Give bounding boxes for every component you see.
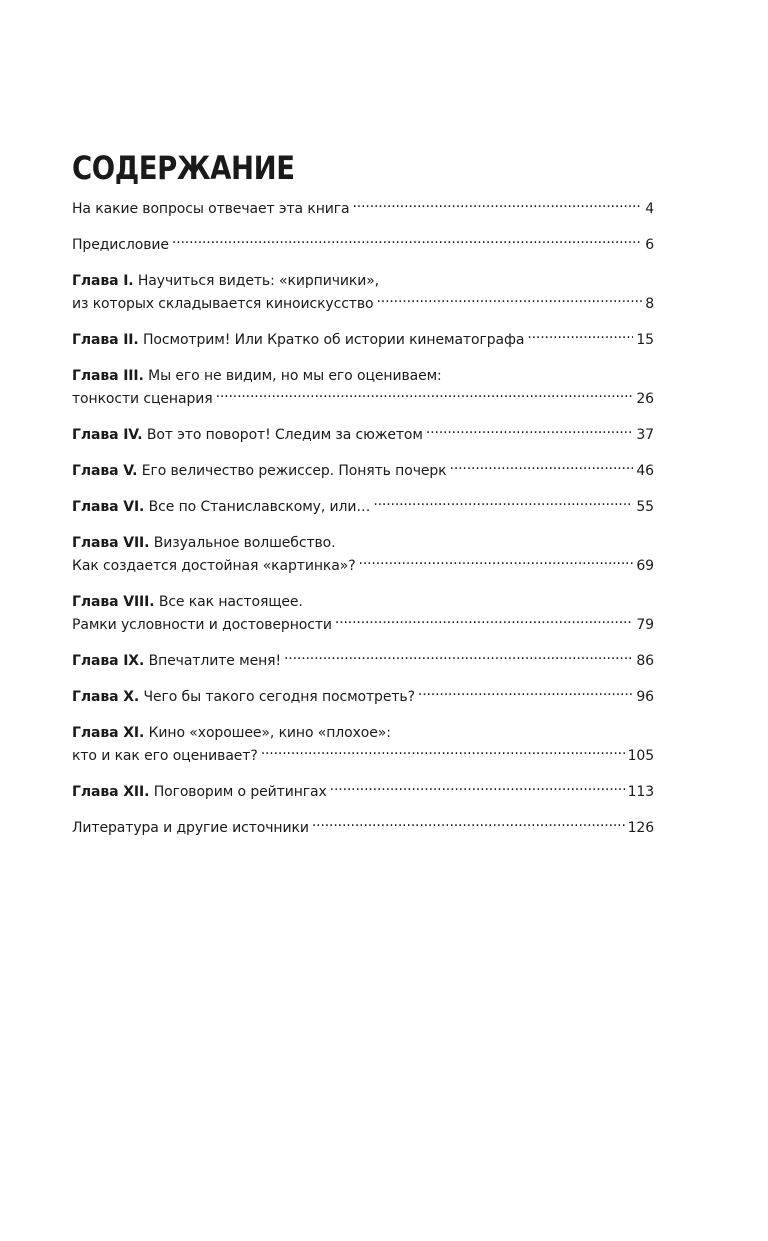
toc-entry[interactable]: [72, 817, 654, 840]
toc-entry[interactable]: [72, 650, 654, 673]
page-number: 79: [636, 617, 654, 633]
toc-entry[interactable]: [72, 329, 654, 352]
toc-entry-title-line2: кто и как его оценивает?: [72, 748, 258, 764]
chapter-label: Глава III.: [72, 368, 144, 384]
chapter-label: Глава IX.: [72, 653, 145, 669]
page-number: 69: [636, 558, 654, 574]
chapter-label: Глава VII.: [72, 535, 150, 551]
chapter-label: Глава X.: [72, 689, 140, 705]
toc-entry[interactable]: [72, 365, 654, 411]
dot-leader: [284, 651, 633, 665]
toc-entry[interactable]: [72, 591, 654, 637]
toc-entry-title-line1: Научиться видеть: «кирпичики»,: [133, 273, 380, 289]
dot-leader: [373, 497, 633, 511]
page-number: 86: [636, 653, 654, 669]
toc-entry-title: Впечатлите меня!: [144, 653, 281, 669]
toc-entry-title-line2: тонкости сценария: [72, 391, 213, 407]
toc-entry[interactable]: [72, 532, 654, 578]
toc-entry-title-line1: Мы его не видим, но мы его оцениваем:: [143, 368, 442, 384]
dot-leader: [335, 615, 633, 629]
toc-entry-title-line1: Все как настоящее.: [154, 594, 303, 610]
toc-entry-title-line2: Как создается достойная «картинка»?: [72, 558, 356, 574]
page-number: 26: [636, 391, 654, 407]
toc-entry-title-line1: Кино «хорошее», кино «плохое»:: [144, 725, 391, 741]
chapter-label: Глава I.: [72, 273, 134, 289]
dot-leader: [261, 746, 625, 760]
dot-leader: [359, 556, 634, 570]
dot-leader: [216, 389, 634, 403]
page-number: 105: [627, 748, 654, 764]
page-number: 46: [636, 463, 654, 479]
page-number: 113: [627, 784, 654, 800]
page-number: 15: [636, 332, 654, 348]
chapter-label: Глава VI.: [72, 499, 145, 515]
toc-list: [72, 198, 654, 840]
toc-entry[interactable]: [72, 198, 654, 221]
page-number: 6: [645, 237, 654, 253]
chapter-label: Глава XI.: [72, 725, 145, 741]
toc-entry-title: На какие вопросы отвечает эта книга: [72, 201, 350, 217]
toc-entry-title: Поговорим о рейтингах: [149, 784, 327, 800]
page-number: 55: [636, 499, 654, 515]
page-number: 126: [627, 820, 654, 836]
toc-entry[interactable]: [72, 496, 654, 519]
page-title: СОДЕРЖАНИЕ: [72, 149, 295, 187]
toc-entry-title: Вот это поворот! Следим за сюжетом: [142, 427, 423, 443]
toc-entry-title: Чего бы такого сегодня посмотреть?: [139, 689, 415, 705]
toc-entry-title-line2: из которых складывается киноискусство: [72, 296, 374, 312]
toc-entry[interactable]: [72, 270, 654, 316]
dot-leader: [418, 687, 633, 701]
dot-leader: [426, 425, 634, 439]
chapter-label: Глава II.: [72, 332, 139, 348]
page-number: 96: [636, 689, 654, 705]
toc-entry[interactable]: [72, 781, 654, 804]
chapter-label: Глава VIII.: [72, 594, 155, 610]
toc-entry[interactable]: [72, 686, 654, 709]
chapter-label: Глава V.: [72, 463, 138, 479]
dot-leader: [527, 330, 633, 344]
toc-entry-title: Литература и другие источники: [72, 820, 309, 836]
toc-entry-title: Все по Станиславскому, или…: [144, 499, 371, 515]
toc-entry[interactable]: [72, 722, 654, 768]
toc-entry-title: Его величество режиссер. Понять почерк: [137, 463, 447, 479]
toc-entry-title: Предисловие: [72, 237, 169, 253]
toc-entry-title: Посмотрим! Или Кратко об истории кинематографа: [138, 332, 525, 348]
dot-leader: [330, 782, 625, 796]
toc-entry[interactable]: [72, 234, 654, 257]
toc-entry-title-line2: Рамки условности и достоверности: [72, 617, 332, 633]
dot-leader: [312, 818, 625, 832]
dot-leader: [353, 199, 643, 213]
toc-entry[interactable]: [72, 460, 654, 483]
dot-leader: [450, 461, 634, 475]
dot-leader: [376, 294, 642, 308]
page-number: 37: [636, 427, 654, 443]
page-number: 4: [645, 201, 654, 217]
chapter-label: Глава IV.: [72, 427, 143, 443]
page-number: 8: [645, 296, 654, 312]
chapter-label: Глава XII.: [72, 784, 150, 800]
toc-entry-title-line1: Визуальное волшебство.: [149, 535, 336, 551]
table-of-contents: [72, 148, 654, 853]
toc-entry[interactable]: [72, 424, 654, 447]
dot-leader: [172, 235, 642, 249]
